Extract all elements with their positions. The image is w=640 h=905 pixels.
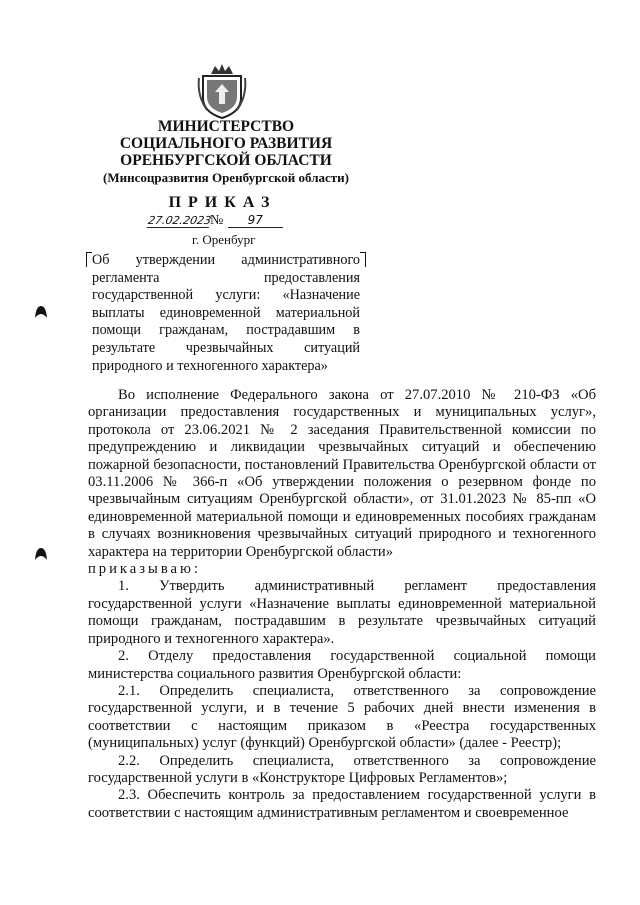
paragraph-2-2: 2.2. Определить специалиста, ответственного за сопровождение государственной услуги в «Конструкторе Цифровых Регламентов»;	[88, 752, 596, 786]
paragraph-2-1: 2.1. Определить специалиста, ответственного за сопровождение государственной услуги, и в течение 5 рабочих дней внести изменения в соответствии с настоящим приказом в «Реестра государственных (муниципальных) услуг (функций) Оренбургской области» (далее - Реестр);	[88, 682, 596, 752]
ministry-short-name: (Минсоцразвития Оренбургской области)	[103, 170, 349, 185]
ministry-line-2: СОЦИАЛЬНОГО РАЗВИТИЯ	[119, 135, 333, 152]
paragraph-2-3: 2.3. Обеспечить контроль за предоставлением государственной услуги в соответствии с настоящим административным регламентом и своевременное	[88, 787, 596, 821]
order-number: 97	[228, 213, 283, 228]
subject-bracket-right	[360, 252, 366, 267]
paragraph-1: 1. Утвердить административный регламент предоставления государственной услуги «Назначение выплаты единовременной материальной помощи гражданам, пострадавшим в результате чрезвычайных ситуаций природного и техногенного характера».	[88, 578, 596, 647]
ministry-line-1: МИНИСТЕРСТВО	[157, 118, 295, 135]
coat-of-arms-emblem	[197, 62, 247, 120]
order-city: г. Оренбург	[192, 232, 256, 247]
ministry-header	[62, 118, 390, 186]
preamble-paragraph: Во исполнение Федерального закона от 27.07.2010 № 210-ФЗ «Об организации предоставления государственных и муниципальных услуг», протокола от 23.06.2021 № 2 заседания Правительственной комиссии по предупреждению и ликвидации чрезвычайных ситуаций и обеспечению пожарной безопасности, постановлений Правительства Оренбургской области от 03.11.2006 № 366-п «Об утверждении положения о резервном фонде по чрезвычайным ситуациям Оренбургской области», от 31.01.2023 № 85-пп «О единовременной материальной помощи и единовременных пособиях гражданам в случаях возникновения чрезвычайных ситуаций природного и техногенного характера на территории Оренбургской области»	[88, 387, 596, 560]
punch-hole-mark	[34, 547, 48, 561]
prikazyvayu-label: приказываю:	[88, 561, 201, 578]
punch-hole-mark	[34, 305, 48, 319]
order-body	[88, 387, 596, 822]
number-sign: №	[210, 213, 224, 228]
ministry-line-3: ОРЕНБУРГСКОЙ ОБЛАСТИ	[120, 152, 332, 169]
order-date-number	[148, 212, 283, 229]
order-subject: Об утверждении административного регламента предоставления государственной услуги: «Назначение выплаты единовременной материальной помощи гражданам, пострадавшим в результате чрезвычайных ситуаций природного и техногенного характера»	[92, 252, 360, 374]
order-date: 27.02.2023	[146, 214, 213, 227]
order-title: ПРИКАЗ	[168, 194, 277, 211]
paragraph-2: 2. Отделу предоставления государственной социальной помощи министерства социального развития Оренбургской области:	[88, 648, 596, 682]
